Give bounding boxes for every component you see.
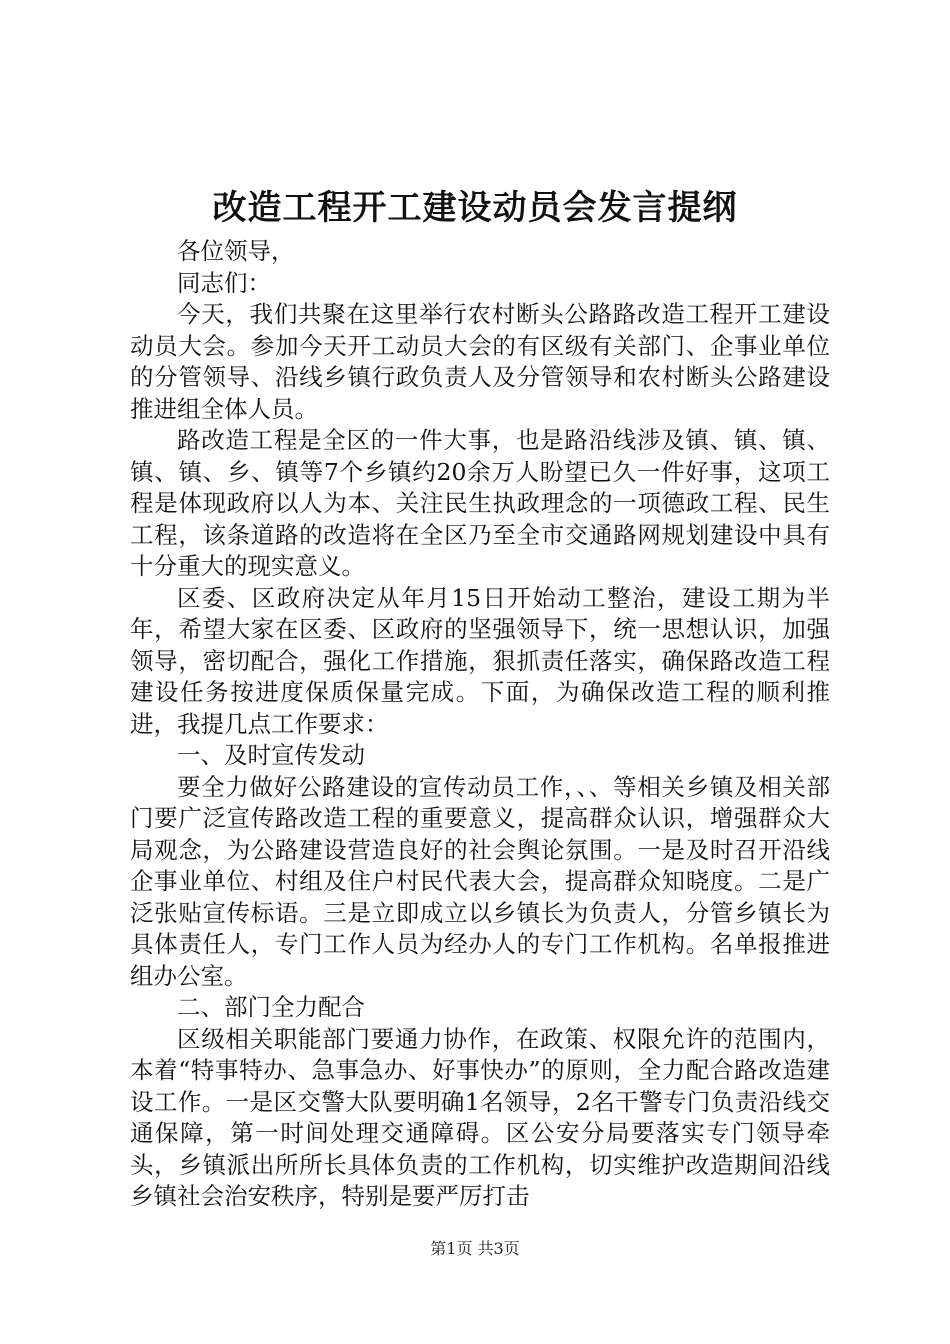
- section-heading-1: 一、及时宣传发动: [177, 741, 365, 769]
- document-body: [130, 236, 830, 1213]
- salutation-comrades: 同志们：: [177, 268, 271, 297]
- paragraph-schedule: 区委、区政府决定从年月15日开始动工整治，建设工期为半年，希望大家在区委、区政府的坚强领导下，统一思想认识，加强领导，密切配合，强化工作措施，狠抓责任落实，确保路改造工程建设任务按进度保质保量完成。下面，为确保改造工程的顺利推进，我提几点工作要求：: [130, 583, 830, 738]
- paragraph-intro: 今天，我们共聚在这里举行农村断头公路路改造工程开工建设动员大会。参加今天开工动员大会的有区级有关部门、企事业单位的分管领导、沿线乡镇行政负责人及分管领导和农村断头公路建设推进组全体人员。: [130, 300, 830, 423]
- paragraph-significance: 路改造工程是全区的一件大事，也是路沿线涉及镇、镇、镇、镇、镇、乡、镇等7个乡镇约20余万人盼望已久一件好事，这项工程是体现政府以人为本、关注民生执政理念的一项德政工程、民生工程，该条道路的改造将在全区乃至全市交通路网规划建设中具有十分重大的现实意义。: [130, 426, 830, 580]
- document-title: 改造工程开工建设动员会发言提纲: [212, 188, 738, 228]
- salutation-leaders: 各位领导，: [177, 237, 295, 265]
- page-footer: 第1页 共3页: [430, 1239, 520, 1258]
- paragraph-cooperation: 区级相关职能部门要通力协作，在政策、权限允许的范围内，本着“特事特办、急事急办、好事快办”的原则，全力配合路改造建设工作。一是区交警大队要明确1名领导，2名干警专门负责沿线交通保障，第一时间处理交通障碍。区公安分局要落实专门领导牵头，乡镇派出所所长具体负责的工作机构，切实维护改造期间沿线乡镇社会治安秩序，特别是要严厉打击: [130, 1024, 830, 1210]
- paragraph-publicity: 要全力做好公路建设的宣传动员工作，、、等相关乡镇及相关部门要广泛宣传路改造工程的重要意义，提高群众认识，增强群众大局观念，为公路建设营造良好的社会舆论氛围。一是及时召开沿线企事业单位、村组及住户村民代表大会，提高群众知晓度。二是广泛张贴宣传标语。三是立即成立以乡镇长为负责人，分管乡镇长为具体责任人，专门工作人员为经办人的专门工作机构。名单报推进组办公室。: [130, 772, 830, 990]
- section-heading-2: 二、部门全力配合: [177, 993, 365, 1021]
